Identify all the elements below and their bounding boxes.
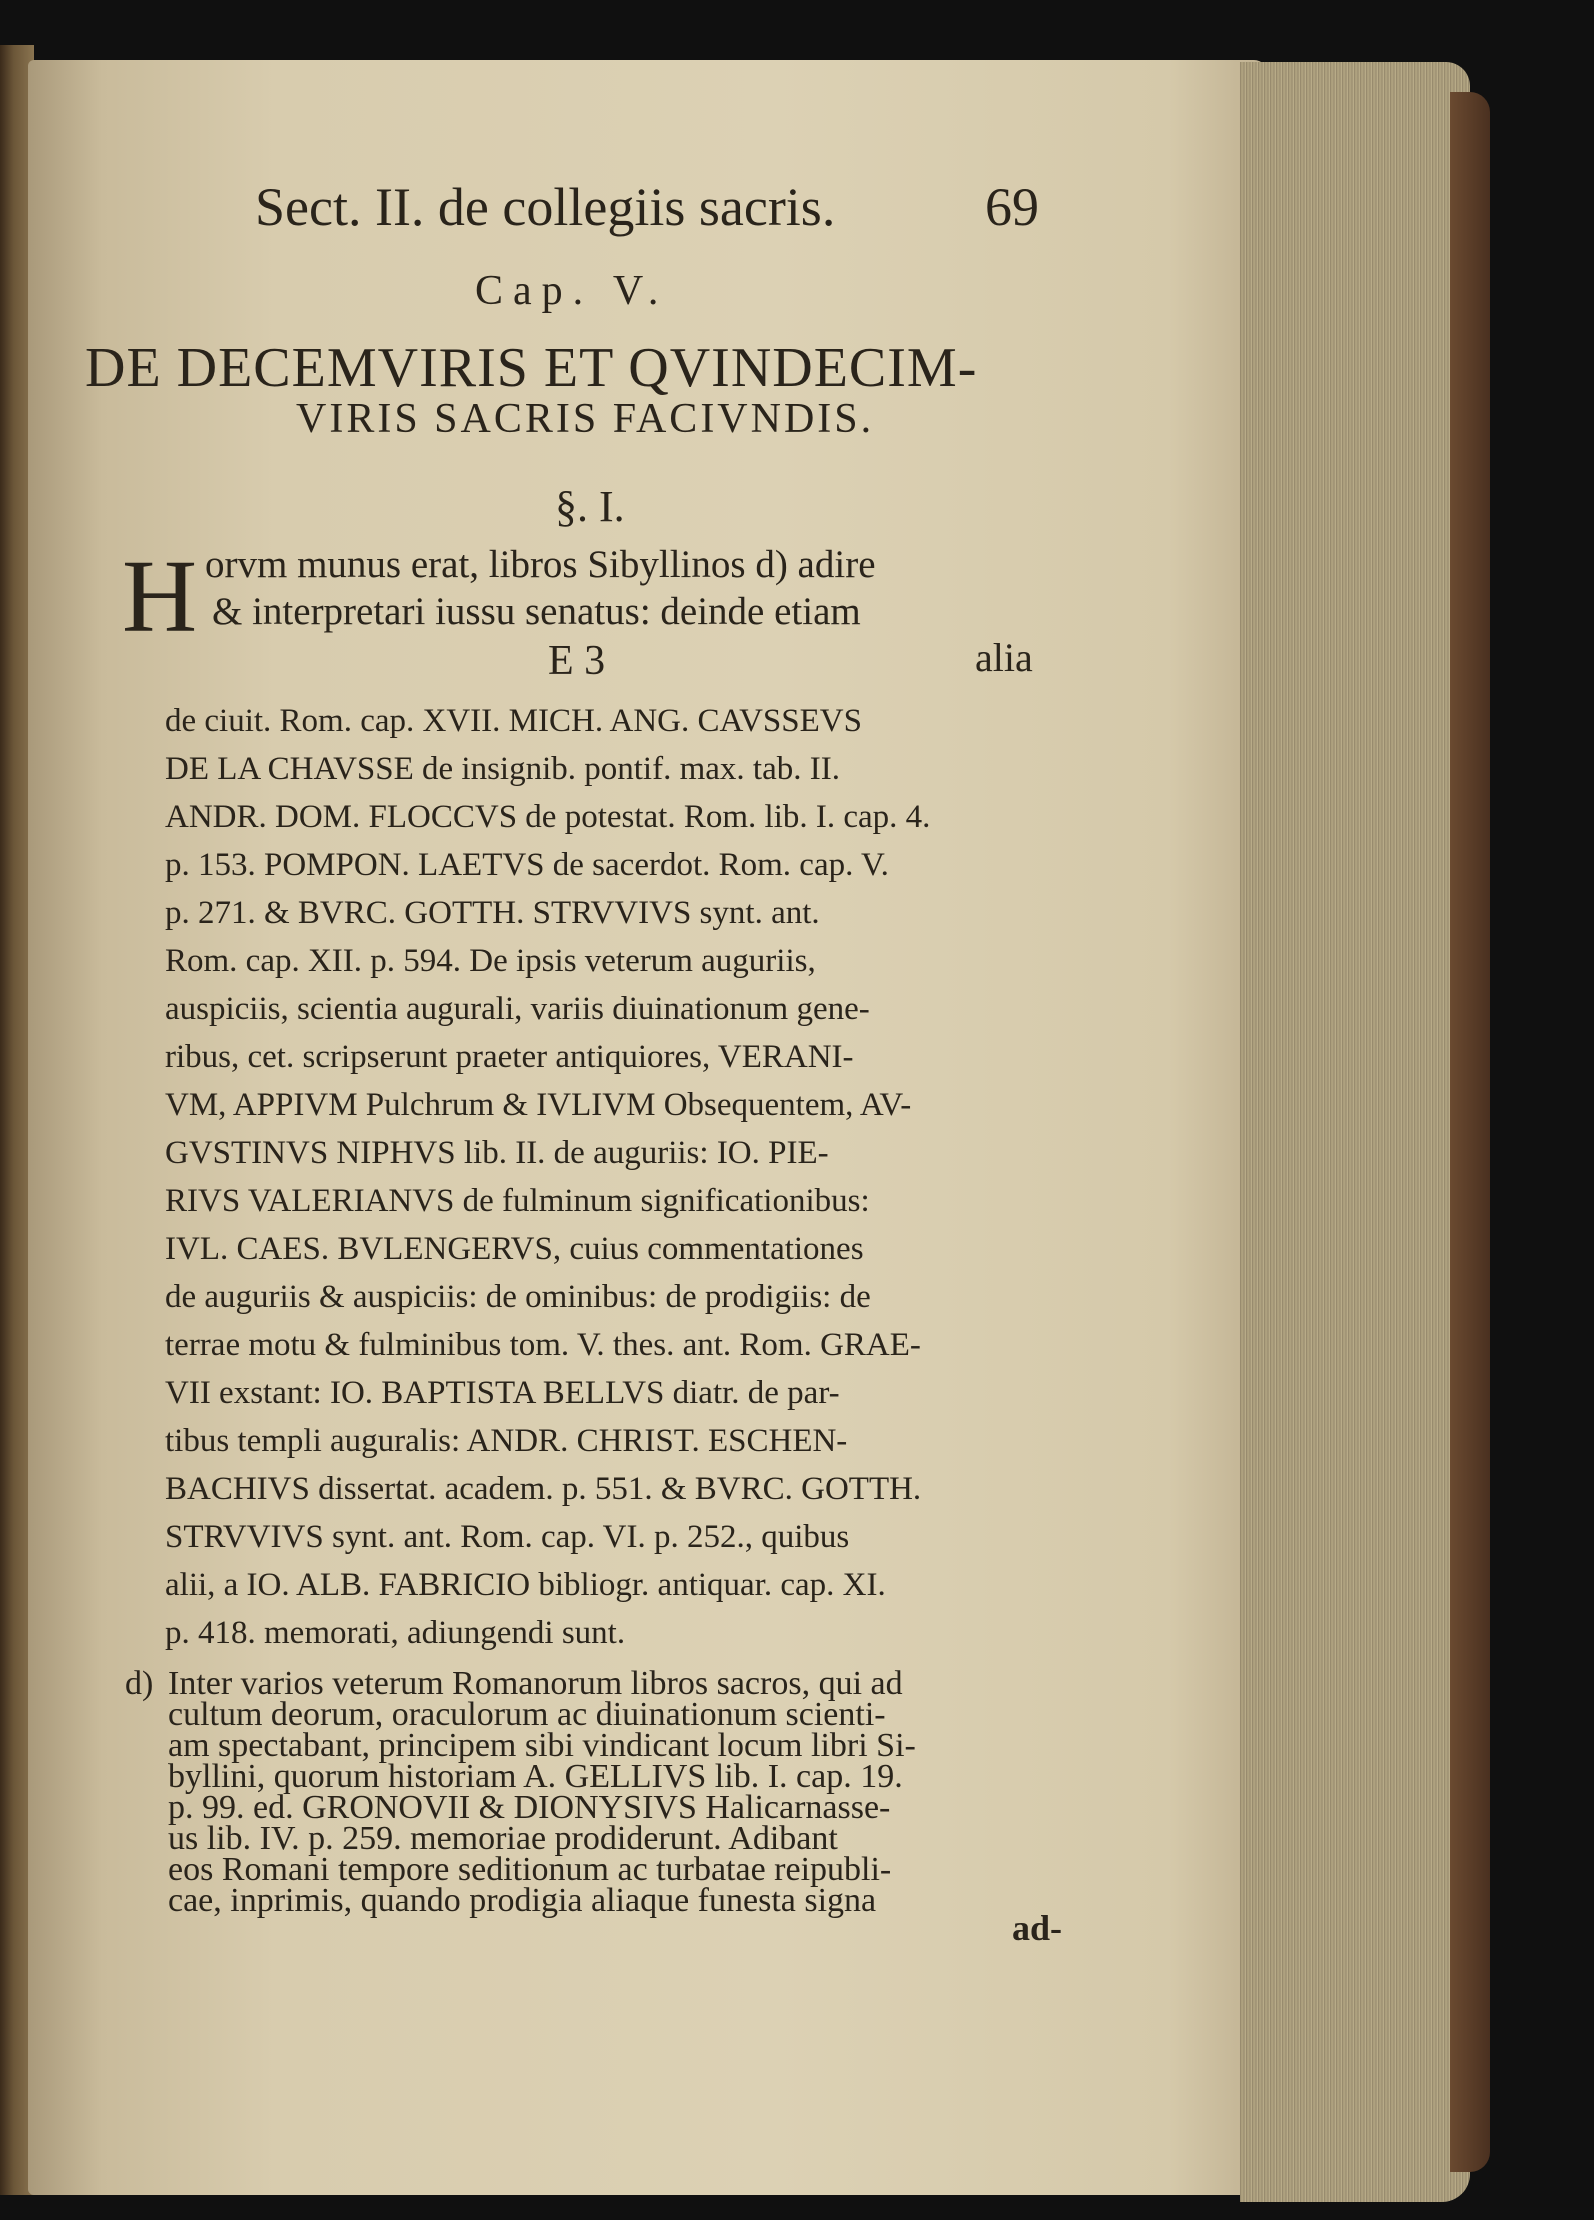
footnote-line: DE LA CHAVSSE de insignib. pontif. max. tab. II.	[165, 751, 840, 787]
footnote-marker: d)	[125, 1665, 154, 1702]
catchword-top: alia	[975, 635, 1033, 680]
footnote-line: p. 418. memorati, adiungendi sunt.	[165, 1615, 626, 1651]
footnote-line: eos Romani tempore seditionum ac turbatae reipubli-	[168, 1851, 892, 1888]
section-mark: §. I.	[555, 482, 625, 531]
footnote-line: STRVVIVS synt. ant. Rom. cap. VI. p. 252., quibus	[165, 1519, 850, 1555]
footnote-line: alii, a IO. ALB. FABRICIO bibliogr. antiquar. cap. XI.	[165, 1567, 886, 1603]
footnote-line: terrae motu & fulminibus tom. V. thes. ant. Rom. GRAE-	[165, 1327, 921, 1363]
footnote-line: ribus, cet. scripserunt praeter antiquiores, VERANI-	[165, 1039, 854, 1075]
chapter-title-line-1: DE DECEMVIRIS ET QVINDECIM-	[85, 337, 978, 399]
footnote-line: p. 153. POMPON. LAETVS de sacerdot. Rom. cap. V.	[165, 847, 889, 883]
page-number: 69	[985, 177, 1039, 237]
footnote-line: VII exstant: IO. BAPTISTA BELLVS diatr. de par-	[165, 1375, 840, 1411]
footnote-line: byllini, quorum historiam A. GELLIVS lib. I. cap. 19.	[168, 1758, 903, 1795]
footnote-line: IVL. CAES. BVLENGERVS, cuius commentationes	[165, 1231, 864, 1267]
signature-mark: E 3	[548, 638, 606, 684]
footnote-line: Inter varios veterum Romanorum libros sacros, qui ad	[168, 1665, 903, 1702]
footnote-line: p. 99. ed. GRONOVII & DIONYSIVS Halicarnasse-	[168, 1789, 891, 1826]
footnote-line: cae, inprimis, quando prodigia aliaque funesta signa	[168, 1882, 877, 1919]
running-head: Sect. II. de collegiis sacris.	[255, 177, 836, 237]
footnote-line: RIVS VALERIANVS de fulminum significationibus:	[165, 1183, 870, 1219]
footnote-line: Rom. cap. XII. p. 594. De ipsis veterum auguriis,	[165, 943, 816, 979]
footnote-line: de ciuit. Rom. cap. XVII. MICH. ANG. CAVSSEVS	[165, 703, 862, 739]
drop-cap: H	[122, 539, 198, 654]
chapter-title-line-2: VIRIS SACRIS FACIVNDIS.	[296, 396, 875, 442]
footnote-line: GVSTINVS NIPHVS lib. II. de auguriis: IO. PIE-	[165, 1135, 829, 1171]
footnote-line: ANDR. DOM. FLOCCVS de potestat. Rom. lib. I. cap. 4.	[165, 799, 931, 835]
catchword-bottom: ad-	[1012, 1908, 1063, 1948]
footnote-line: de auguriis & auspiciis: de ominibus: de prodigiis: de	[165, 1279, 871, 1315]
footnote-line: BACHIVS dissertat. academ. p. 551. & BVRC. GOTTH.	[165, 1471, 922, 1507]
footnote-line: p. 271. & BVRC. GOTTH. STRVVIVS synt. ant.	[165, 895, 820, 931]
footnote-line: auspiciis, scientia augurali, variis diuinationum gene-	[165, 991, 870, 1027]
footnote-line: tibus templi auguralis: ANDR. CHRIST. ESCHEN-	[165, 1423, 848, 1459]
footnote-line: VM, APPIVM Pulchrum & IVLIVM Obsequentem, AV-	[165, 1087, 912, 1123]
body-line: orvm munus erat, libros Sibyllinos d) adire	[205, 543, 876, 586]
body-line: & interpretari iussu senatus: deinde etiam	[212, 590, 861, 633]
chapter-heading: Cap. V.	[475, 268, 669, 314]
footnote-line: am spectabant, principem sibi vindicant locum libri Si-	[168, 1727, 916, 1764]
footnote-line: cultum deorum, oraculorum ac diuinationum scienti-	[168, 1696, 886, 1733]
footnote-line: us lib. IV. p. 259. memoriae prodiderunt. Adibant	[168, 1820, 838, 1857]
